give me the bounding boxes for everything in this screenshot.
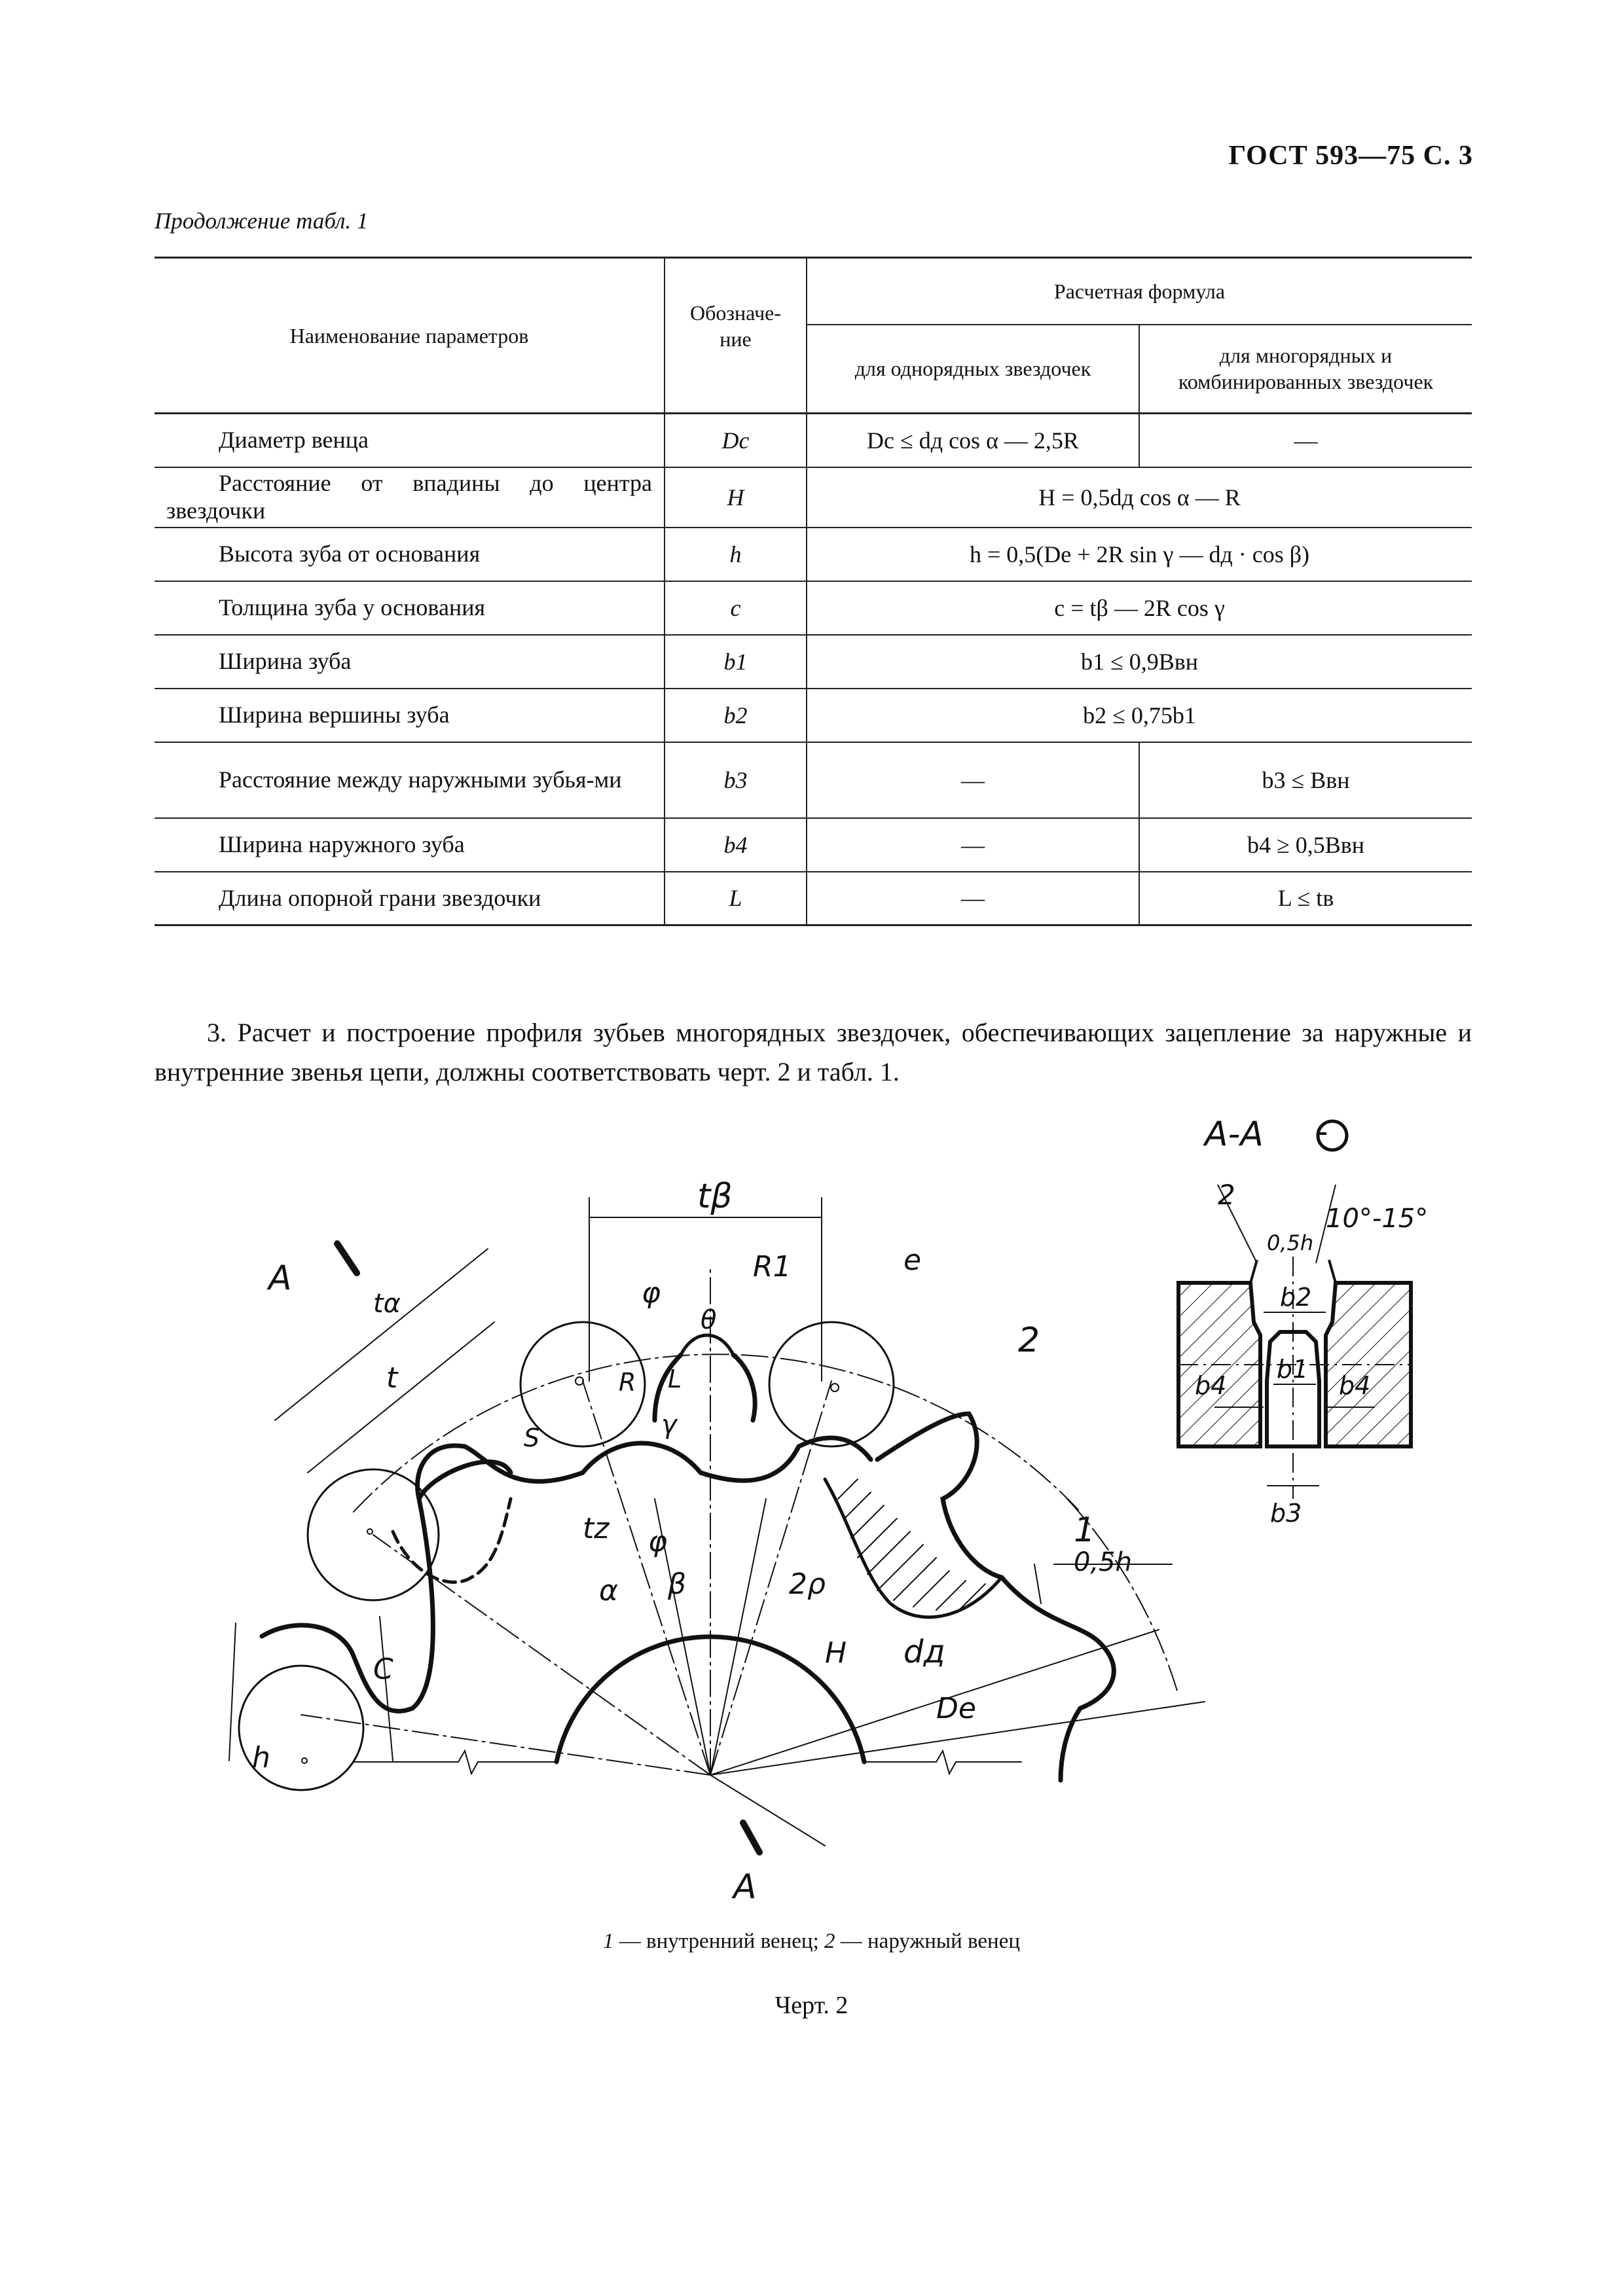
table-row — [155, 414, 1472, 467]
section-b3: b3 — [1270, 1499, 1302, 1528]
label-e: e — [903, 1244, 922, 1277]
formula-multi: b3 ≤ Bвн — [1139, 742, 1472, 818]
table-row — [155, 872, 1472, 925]
label-t-alpha: tα — [373, 1289, 401, 1319]
header-symbol: Обозначе-ние — [665, 258, 807, 414]
section-angle-range: 10°-15° — [1326, 1204, 1429, 1234]
formula-multi: — — [1139, 414, 1472, 467]
formula-multi: L ≤ tв — [1139, 872, 1472, 925]
label-beta: β — [668, 1568, 687, 1601]
table-continuation-caption: Продолжение табл. 1 — [155, 208, 369, 234]
label-alpha: α — [599, 1574, 619, 1607]
param-symbol: b2 — [665, 689, 807, 742]
label-tz: tz — [583, 1512, 610, 1545]
parameters-table — [155, 257, 1472, 926]
formula-single: — — [807, 818, 1139, 872]
formula-single: Dс ≤ dд cos α — 2,5R — [807, 414, 1139, 467]
label-c: C — [373, 1653, 393, 1686]
param-symbol: Dс — [665, 414, 807, 467]
section-b1: b1 — [1277, 1355, 1309, 1384]
sprocket-profile-drawing — [196, 1106, 1218, 1911]
section-b4-right: b4 — [1339, 1371, 1371, 1400]
caption-text-1: — внутренний венец; — [613, 1929, 825, 1953]
section-half-h: 0,5h — [1267, 1230, 1314, 1255]
label-d-delta: dд — [903, 1634, 945, 1670]
param-symbol: b1 — [665, 635, 807, 689]
section-callout-2: 2 — [1218, 1179, 1235, 1211]
param-name: Толщина зуба у основания — [155, 581, 665, 635]
param-name: Ширина зуба — [155, 635, 665, 689]
section-title: A-A — [1205, 1115, 1264, 1154]
caption-number-2: 2 — [824, 1929, 835, 1953]
formula-single: — — [807, 742, 1139, 818]
formula-single: — — [807, 872, 1139, 925]
label-2rho: 2ρ — [789, 1568, 826, 1601]
header-single-row: для однорядных звездочек — [807, 325, 1139, 414]
section-b4-left: b4 — [1195, 1371, 1227, 1400]
label-half-h: 0,5h — [1074, 1547, 1132, 1577]
label-t: t — [386, 1361, 398, 1395]
label-de: De — [936, 1692, 976, 1725]
label-l: L — [668, 1365, 682, 1393]
figure-number: Черт. 2 — [775, 1992, 848, 2019]
section-a-a-drawing — [1165, 1106, 1440, 1604]
label-r: R — [619, 1368, 636, 1397]
param-name: Расстояние между наружными зубья-ми — [155, 742, 665, 818]
param-symbol: b4 — [665, 818, 807, 872]
param-symbol: c — [665, 581, 807, 635]
section-3-paragraph: 3. Расчет и построение профиля зубьев многорядных звездочек, обеспечивающих зацепление за наружные и внутренние звенья цепи, должны соответствовать черт. 2 и табл. 1. — [155, 1018, 1472, 1086]
param-symbol: b3 — [665, 742, 807, 818]
formula-common: h = 0,5(Dе + 2R sin γ — dд · cos β) — [807, 528, 1472, 581]
label-phi-top: φ — [642, 1276, 661, 1310]
header-formula: Расчетная формула — [807, 258, 1472, 325]
table-row — [155, 581, 1472, 635]
header-multi-row: для многорядных и комбинированных звездочек — [1139, 325, 1472, 414]
param-name: Ширина вершины зуба — [155, 689, 665, 742]
page-header: ГОСТ 593—75 С. 3 — [1228, 141, 1473, 171]
formula-common: c = tβ — 2R cos γ — [807, 581, 1472, 635]
label-theta: θ — [701, 1305, 717, 1335]
label-t-beta: tβ — [697, 1177, 733, 1216]
label-h: h — [252, 1741, 270, 1774]
figure-caption — [0, 1929, 1623, 1954]
param-name: Расстояние от впадины до центра звездочки — [155, 467, 665, 528]
param-name: Высота зуба от основания — [155, 528, 665, 581]
label-s: S — [524, 1424, 540, 1452]
formula-multi: b4 ≥ 0,5Bвн — [1139, 818, 1472, 872]
callout-2: 2 — [1018, 1321, 1040, 1360]
caption-text-2: — наружный венец — [835, 1929, 1020, 1953]
section-mark-a-top: A — [268, 1259, 292, 1298]
table-row — [155, 818, 1472, 872]
param-name: Длина опорной грани звездочки — [155, 872, 665, 925]
param-symbol: h — [665, 528, 807, 581]
header-name: Наименование параметров — [155, 258, 665, 414]
section-mark-a-bottom: A — [733, 1867, 757, 1907]
table-row — [155, 528, 1472, 581]
formula-common: b2 ≤ 0,75b1 — [807, 689, 1472, 742]
label-h-upper: H — [825, 1636, 847, 1670]
label-gamma: γ — [661, 1410, 677, 1440]
param-name: Диаметр венца — [155, 414, 665, 467]
section-b2: b2 — [1280, 1283, 1312, 1312]
formula-common: H = 0,5dд cos α — R — [807, 467, 1472, 528]
table-row — [155, 635, 1472, 689]
param-symbol: H — [665, 467, 807, 528]
table-row — [155, 742, 1472, 818]
label-phi: φ — [648, 1525, 668, 1558]
table-row — [155, 689, 1472, 742]
label-r1: R1 — [753, 1250, 792, 1283]
caption-number-1: 1 — [602, 1929, 614, 1953]
formula-common: b1 ≤ 0,9Bвн — [807, 635, 1472, 689]
param-symbol: L — [665, 872, 807, 925]
callout-1: 1 — [1074, 1511, 1096, 1550]
table-row — [155, 467, 1472, 528]
param-name: Ширина наружного зуба — [155, 818, 665, 872]
